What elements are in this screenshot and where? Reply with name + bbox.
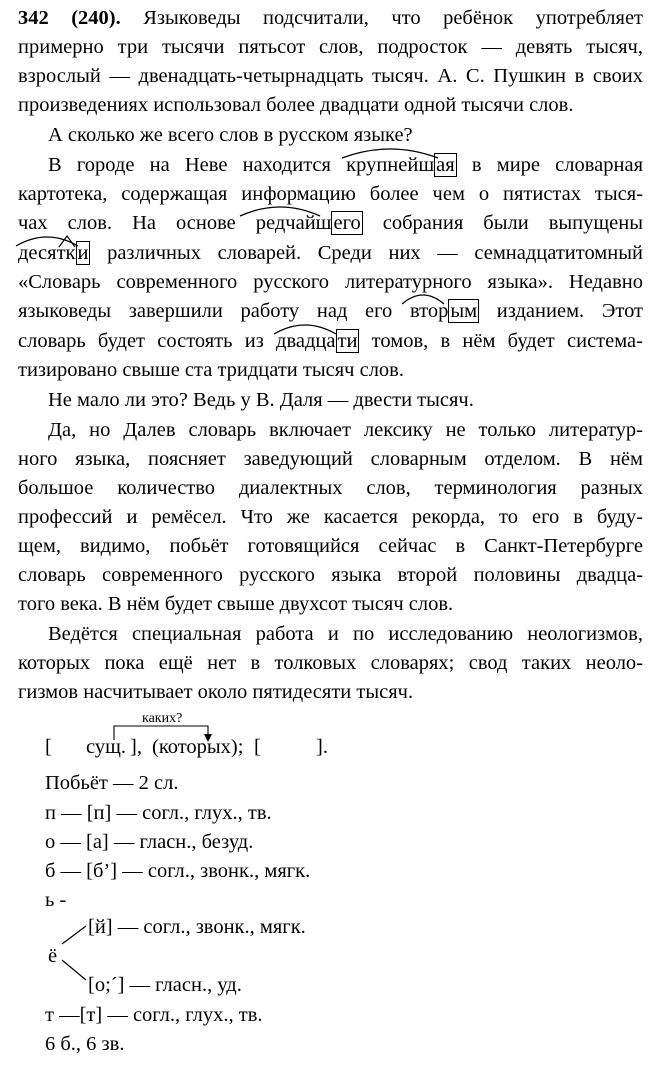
text-line-11: языковеды завершили работу над его вторым изданием. Этот (18, 300, 644, 322)
phonetic-row-yo: ё (48, 945, 58, 967)
root-arc-2 (238, 202, 322, 218)
root-redchaysh: редчайш (255, 212, 332, 234)
text-line-23: которых пока ещё нет в толковых словарях; свод таких неоло- (18, 652, 643, 674)
ending-ti: ти (337, 330, 358, 352)
phonetic-title: Побьёт — 2 сл. (45, 772, 179, 794)
root-arc-4 (400, 290, 446, 306)
text-line-19: щем, видимо, побьёт готовящийся сейчас в Санкт-Петербурге (18, 535, 643, 557)
text-line-15: Да, но Далев словарь включает лексику не только литератур- (48, 419, 643, 441)
text-line-6: В городе на Неве находится крупнейшая в мире словарная (48, 154, 644, 176)
text-line-4: произведениях использовал более двадцати одной тысячи слов. (18, 94, 574, 116)
text-line-5: А сколько же всего слов в русском языке? (48, 124, 413, 146)
phonetic-row-soft-sign: ь - (45, 889, 67, 911)
root-arc-1 (340, 144, 440, 160)
text-line-14: Не мало ли это? Ведь у В. Даля — двести тысяч. (48, 389, 474, 411)
text-line-20: словарь современного русского языка второй половины двадца- (18, 564, 643, 586)
scheme-open-bracket-1: [ (45, 736, 52, 758)
root-krupneysh: крупнейш (346, 154, 435, 176)
text-line-10: «Словарь современного русского литературного языка». Недавно (18, 271, 643, 293)
scheme-relative-clause: (которых); (152, 736, 244, 758)
text-line-7: картотека, содержащая информацию более чем о пятистах тыся- (18, 183, 643, 205)
phonetic-row-yo-o: [о;´] — гласн., уд. (88, 974, 242, 996)
scheme-close-bracket-2: ]. (316, 736, 328, 758)
text-line-2: примерно три тысячи пятьсот слов, подросток — девять тысяч, (18, 36, 643, 58)
text-line-22: Ведётся специальная работа и по исследованию неологизмов, (48, 623, 643, 645)
ending-ego: его (333, 212, 361, 234)
text-line-13: тизировано свыше ста тридцати тысяч слов. (18, 359, 404, 381)
root-dvadtsa: двадца (276, 330, 336, 352)
scheme-question: каких? (142, 711, 183, 726)
text-line-21: того века. В нём будет свыше двухсот тысяч слов. (18, 593, 454, 615)
scheme-close-bracket-1: ], (130, 736, 142, 758)
exercise-number: 342 (240). (18, 7, 121, 29)
root-arc-5 (272, 320, 338, 336)
scheme-noun: сущ. (86, 736, 126, 758)
ending-i: и (77, 242, 89, 264)
text-line-8: чах слов. На основе редчайшего собрания были выпущены (18, 212, 644, 234)
scheme-open-bracket-2: [ (254, 736, 261, 758)
text-line-3: взрослый — двенадцать-четырнадцать тысяч. А. С. Пушкин в своих (18, 65, 643, 87)
phonetic-row-yo-j: [й] — согл., звонк., мягк. (88, 916, 306, 938)
root-desyatk: десятк (18, 242, 76, 264)
text-line-9: десятки различных словарей. Среди них — семнадцатитомный (18, 242, 643, 264)
text-line-12: словарь будет состоять из двадцати томов, в нём будет система- (18, 330, 643, 352)
ending-ym: ым (450, 300, 478, 322)
suffix-mark-3 (58, 234, 76, 248)
text-line-17: большое количество диалектных слов, терминология разных (18, 477, 643, 499)
phonetic-summary: 6 б., 6 зв. (45, 1033, 125, 1055)
phonetic-branch-lines (60, 922, 90, 986)
phonetic-row-b: б — [б’] — согл., звонк., мягк. (45, 860, 311, 882)
text-line-1: 342 (240). Языковеды подсчитали, что ребёнок употребляет (18, 7, 644, 29)
phonetic-row-p: п — [п] — согл., глух., тв. (45, 802, 272, 824)
phonetic-row-t: т —[т] — согл., глух., тв. (45, 1004, 263, 1026)
phonetic-row-o: о — [а] — гласн., безуд. (45, 831, 254, 853)
text-line-18: профессий и ремёсел. Что же касается рекорда, то его в буду- (18, 506, 643, 528)
ending-aya: ая (436, 154, 455, 176)
text-line-16: ного языка, поясняет заведующий словарным отделом. В нём (18, 448, 643, 470)
root-vtor: втор (410, 300, 449, 322)
text-line-24: гизмов насчитывает около пятидесяти тысяч. (18, 681, 414, 703)
